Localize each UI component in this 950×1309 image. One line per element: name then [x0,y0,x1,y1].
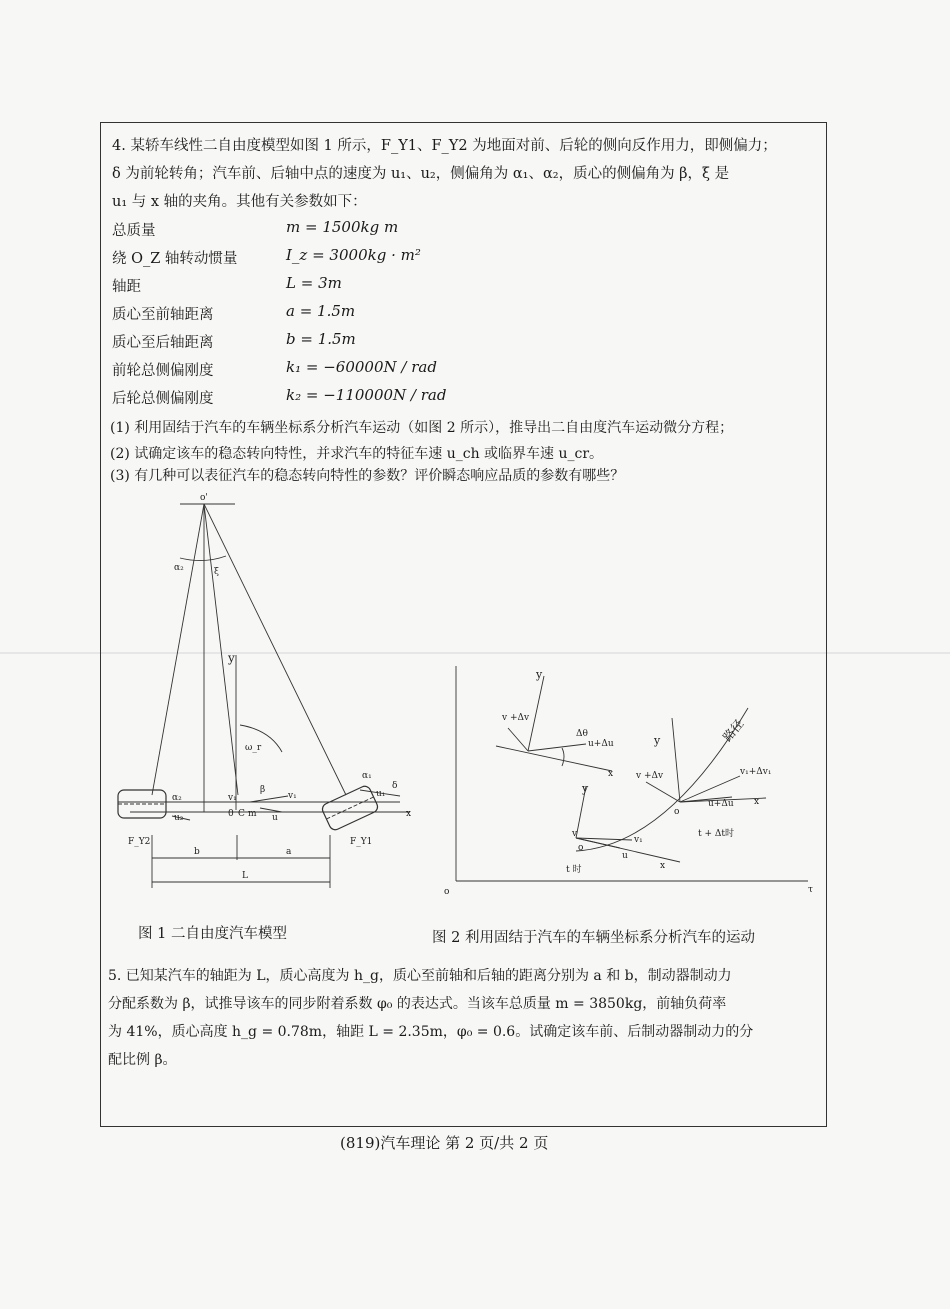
q4-line3: u₁ 与 x 轴的夹角。其他有关参数如下： [112,194,367,210]
fig2-label: v +Δv [636,771,664,781]
fig1-label: x [406,809,412,819]
param-value: b = 1.5m [286,330,356,348]
param-value: a = 1.5m [286,302,356,320]
figure-2-caption: 图 2 利用固结于汽车的车辆坐标系分析汽车的运动 [432,930,755,946]
fig2-label: v₁ [634,835,643,845]
fig2-label: o [578,843,584,853]
fig1-label: α₂ [174,563,184,573]
fig1-label: o' [200,493,208,503]
fig1-label: u₂ [174,813,184,823]
fig1-label: 0 [228,809,234,819]
param-name: 轴距 [112,279,141,295]
fig2-label: u+Δu [708,799,734,809]
q4-sub1: (1) 利用固结于汽车的车辆坐标系分析汽车运动（如图 2 所示），推导出二自由度汽车运动微分方程； [110,420,734,436]
fig1-label: v₁ [288,791,297,801]
q5-line3: 为 41%，质心高度 h_g = 0.78m，轴距 L = 2.35m，φ₀ = 0.6。试确定该车前、后制动器制动力的分 [108,1024,754,1040]
q4-line1: 4. 某轿车线性二自由度模型如图 1 所示，F_Y1、F_Y2 为地面对前、后轮的侧向反作用力，即侧偏力； [112,138,777,154]
param-value: I_z = 3000kg · m² [286,246,421,264]
param-value: L = 3m [286,274,342,292]
fig2-label: u+Δu [588,739,614,749]
fig2-label: v +Δv [502,713,530,723]
q4-sub3: (3) 有几种可以表征汽车的稳态转向特性的参数？评价瞬态响应品质的参数有哪些？ [110,468,625,484]
q5-line1: 5. 已知某汽车的轴距为 L，质心高度为 h_g，质心至前轴和后轴的距离分别为 a 和 b，制动器制动力 [108,968,732,984]
fig2-label: x [608,769,614,779]
fig1-label: u [272,813,278,823]
q4-sub2: (2) 试确定该车的稳态转向特性，并求汽车的特征车速 u_ch 或临界车速 u_cr。 [110,446,604,462]
fig2-label: y [654,734,661,747]
q5-line4: 配比例 β。 [108,1052,177,1068]
fig2-label: τ [808,885,813,895]
param-value: k₁ = −60000N / rad [286,358,437,376]
fig1-label: m [248,809,257,819]
param-value: k₂ = −110000N / rad [286,386,447,404]
param-name: 后轮总侧偏刚度 [112,391,214,407]
fig2-label: o [444,887,450,897]
fig2-label: u [622,851,628,861]
param-name: 质心至前轴距离 [112,307,214,323]
q4-line2: δ 为前轮转角；汽车前、后轴中点的速度为 u₁、u₂，侧偏角为 α₁、α₂，质心的侧偏角为 β，ξ 是 [112,166,730,182]
fig1-label: F_Y2 [128,837,151,847]
fig2-label: x [754,797,760,807]
fig1-label: β [260,785,266,795]
figure-2-vehicle-coordinates [436,656,820,898]
fig1-label: ξ [214,567,219,577]
fig2-label: v₁+Δv₁ [740,767,772,777]
fig1-label: δ [392,781,398,791]
param-name: 绕 O_Z 轴转动惯量 [112,251,238,267]
fig2-label: t 时 [566,865,582,875]
fig1-label: u₁ [376,789,386,799]
param-value: m = 1500kg m [286,218,399,236]
fig2-label: y [582,782,589,795]
figure-1-caption: 图 1 二自由度汽车模型 [138,926,287,942]
fig1-label: ω_r [245,743,262,753]
q5-line2: 分配系数为 β，试推导该车的同步附着系数 φ₀ 的表达式。当该车总质量 m = 3850kg，前轴负荷率 [108,996,727,1012]
fig2-label: x [660,861,666,871]
fig1-label: C [238,809,245,819]
param-name: 总质量 [112,223,156,239]
fig1-label: L [242,871,248,881]
fig2-label: 路径 [720,716,747,745]
fig2-label: o [674,807,680,817]
page-footer: (819)汽车理论 第 2 页/共 2 页 [340,1134,549,1152]
fig2-label: v [572,829,578,839]
figure-1-two-dof-model [110,490,430,900]
fig1-label: α₂ [172,793,182,803]
fig2-label: t + Δt时 [698,829,734,839]
fig1-label: α₁ [362,771,372,781]
fig1-label: v₁ [228,793,237,803]
fig1-label: a [286,847,292,857]
fig2-label: Δθ [576,729,588,739]
fig2-label: y [536,668,543,681]
param-name: 质心至后轴距离 [112,335,214,351]
fig1-label: y [228,651,235,665]
fig1-label: b [194,847,200,857]
fig1-label: F_Y1 [350,837,373,847]
param-name: 前轮总侧偏刚度 [112,363,214,379]
